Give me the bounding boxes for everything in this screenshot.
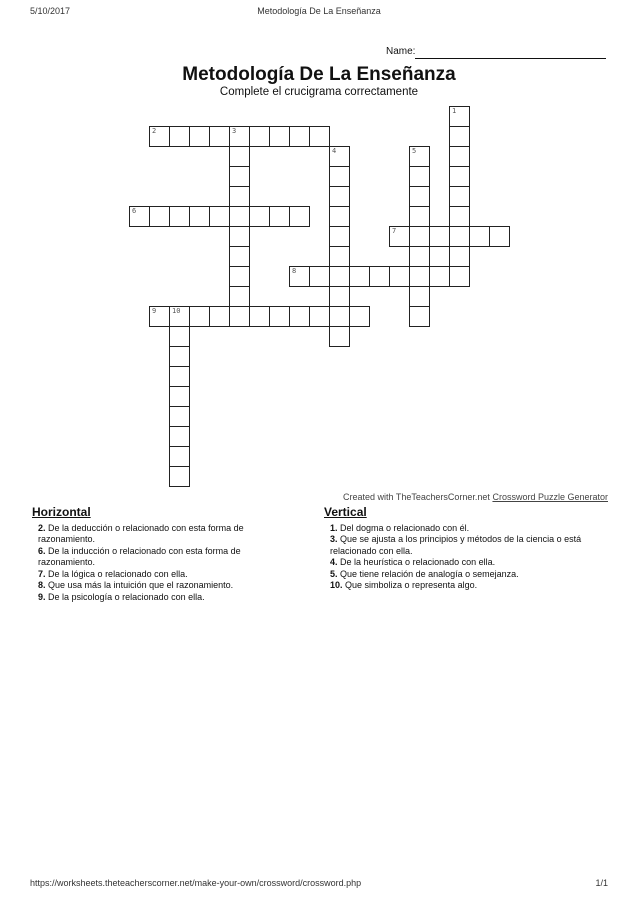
crossword-cell[interactable] xyxy=(329,226,350,247)
clue-text: Que se ajusta a los principios y métodos de la ciencia o está relacionado con ella. xyxy=(330,534,582,556)
crossword-cell[interactable] xyxy=(429,226,450,247)
crossword-cell[interactable] xyxy=(229,286,250,307)
clue-text: De la lógica o relacionado con ella. xyxy=(48,568,188,579)
crossword-cell[interactable] xyxy=(189,126,210,147)
crossword-cell[interactable] xyxy=(169,326,190,347)
name-label: Name: xyxy=(386,46,416,57)
crossword-cell[interactable] xyxy=(449,146,470,167)
crossword-cell[interactable] xyxy=(249,206,270,227)
clue-text: Que simboliza o representa algo. xyxy=(345,580,478,590)
crossword-cell[interactable] xyxy=(189,306,210,327)
page-subtitle: Complete el crucigrama correctamente xyxy=(219,86,419,98)
crossword-cell[interactable] xyxy=(449,266,470,287)
clue-text: De la inducción o relacionado con esta forma de razonamiento. xyxy=(38,545,241,567)
horizontal-clues xyxy=(32,507,292,603)
crossword-cell[interactable] xyxy=(329,306,350,327)
crossword-cell[interactable] xyxy=(389,266,410,287)
footer-page: 1/1 xyxy=(595,878,608,888)
clue-number-label: 2 xyxy=(152,127,157,135)
clue-v3 xyxy=(324,534,584,557)
crossword-cell[interactable] xyxy=(229,306,250,327)
clue-number-label: 8 xyxy=(292,267,297,275)
crossword-cell[interactable] xyxy=(409,306,430,327)
crossword-cell[interactable] xyxy=(409,146,430,167)
clue-number-label: 3 xyxy=(232,127,237,135)
clue-h2 xyxy=(32,523,292,546)
crossword-cell[interactable] xyxy=(149,306,170,327)
clue-number-label: 6 xyxy=(132,207,137,215)
clue-h9 xyxy=(32,592,292,604)
clue-number: 8. xyxy=(38,580,46,590)
crossword-cell[interactable] xyxy=(449,166,470,187)
crossword-cell[interactable] xyxy=(309,266,330,287)
crossword-cell[interactable] xyxy=(169,366,190,387)
crossword-cell[interactable] xyxy=(269,306,290,327)
clue-v10 xyxy=(324,580,584,592)
crossword-cell[interactable] xyxy=(349,266,370,287)
clue-text: De la deducción o relacionado con esta forma de razonamiento. xyxy=(38,522,244,544)
clue-text: De la psicología o relacionado con ella. xyxy=(48,591,205,602)
clue-h8 xyxy=(32,580,292,592)
crossword-cell[interactable] xyxy=(229,166,250,187)
crossword-cell[interactable] xyxy=(169,446,190,467)
clue-number-label: 1 xyxy=(452,107,457,115)
crossword-cell[interactable] xyxy=(409,166,430,187)
crossword-cell[interactable] xyxy=(309,306,330,327)
clue-number-label: 7 xyxy=(392,227,397,235)
name-field[interactable] xyxy=(415,58,606,59)
crossword-cell[interactable] xyxy=(229,186,250,207)
clue-number: 7. xyxy=(38,568,46,579)
crossword-cell[interactable] xyxy=(449,126,470,147)
crossword-cell[interactable] xyxy=(149,126,170,147)
clue-number: 3. xyxy=(330,534,338,544)
crossword-cell[interactable] xyxy=(369,266,390,287)
clue-h7 xyxy=(32,569,292,581)
clue-v4 xyxy=(324,557,584,569)
crossword-cell[interactable] xyxy=(229,126,250,147)
crossword-cell[interactable] xyxy=(209,206,230,227)
crossword-cell[interactable] xyxy=(169,346,190,367)
crossword-cell[interactable] xyxy=(329,326,350,347)
clue-number: 10. xyxy=(330,580,343,590)
clue-number: 1. xyxy=(330,522,338,533)
clue-number-label: 10 xyxy=(172,307,181,315)
clue-number-label: 5 xyxy=(412,147,417,155)
crossword-cell[interactable] xyxy=(269,126,290,147)
crossword-cell[interactable] xyxy=(409,246,430,267)
clue-number-label: 9 xyxy=(152,307,157,315)
generator-link[interactable]: Crossword Puzzle Generator xyxy=(492,492,608,502)
crossword-cell[interactable] xyxy=(409,186,430,207)
credit-line xyxy=(343,492,608,502)
crossword-cell[interactable] xyxy=(169,466,190,487)
crossword-cell[interactable] xyxy=(409,206,430,227)
crossword-cell[interactable] xyxy=(289,126,310,147)
crossword-cell[interactable] xyxy=(389,226,410,247)
crossword-cell[interactable] xyxy=(449,206,470,227)
vertical-heading: Vertical xyxy=(324,505,367,519)
crossword-cell[interactable] xyxy=(169,426,190,447)
clue-number: 9. xyxy=(38,591,46,602)
crossword-cell[interactable] xyxy=(489,226,510,247)
vertical-clues xyxy=(324,507,584,592)
crossword-cell[interactable] xyxy=(269,206,290,227)
crossword-cell[interactable] xyxy=(169,386,190,407)
crossword-cell[interactable] xyxy=(209,306,230,327)
clue-v1 xyxy=(324,523,584,535)
crossword-cell[interactable] xyxy=(149,206,170,227)
footer-url: https://worksheets.theteacherscorner.net/make-your-own/crossword/crossword.php xyxy=(30,878,362,888)
crossword-cell[interactable] xyxy=(169,406,190,427)
crossword-cell[interactable] xyxy=(129,206,150,227)
crossword-cell[interactable] xyxy=(229,226,250,247)
crossword-cell[interactable] xyxy=(409,226,430,247)
crossword-cell[interactable] xyxy=(329,186,350,207)
crossword-cell[interactable] xyxy=(289,266,310,287)
page-title: Metodología De La Enseñanza xyxy=(182,64,456,85)
print-header-title: Metodología De La Enseñanza xyxy=(257,6,381,16)
crossword-cell[interactable] xyxy=(409,266,430,287)
clue-text: Que usa más la intuición que el razonamiento. xyxy=(48,580,234,590)
crossword-cell[interactable] xyxy=(449,246,470,267)
crossword-cell[interactable] xyxy=(289,306,310,327)
crossword-cell[interactable] xyxy=(189,206,210,227)
clue-h6 xyxy=(32,546,292,569)
crossword-cell[interactable] xyxy=(249,126,270,147)
crossword-cell[interactable] xyxy=(449,106,470,127)
clue-v5 xyxy=(324,569,584,581)
credit-text: Created with TheTeachersCorner.net xyxy=(343,492,490,502)
crossword-cell[interactable] xyxy=(229,266,250,287)
crossword-cell[interactable] xyxy=(469,226,490,247)
clue-number: 4. xyxy=(330,557,338,567)
crossword-cell[interactable] xyxy=(329,166,350,187)
clue-number: 2. xyxy=(38,522,46,533)
crossword-cell[interactable] xyxy=(229,246,250,267)
crossword-cell[interactable] xyxy=(209,126,230,147)
crossword-cell[interactable] xyxy=(289,206,310,227)
clue-text: Del dogma o relacionado con él. xyxy=(340,522,470,533)
crossword-cell[interactable] xyxy=(329,246,350,267)
horizontal-heading: Horizontal xyxy=(32,505,91,519)
print-date: 5/10/2017 xyxy=(30,6,71,16)
clue-text: De la heurística o relacionado con ella. xyxy=(340,557,496,567)
crossword-cell[interactable] xyxy=(229,206,250,227)
crossword-cell[interactable] xyxy=(449,186,470,207)
crossword-cell[interactable] xyxy=(169,206,190,227)
crossword-cell[interactable] xyxy=(329,266,350,287)
crossword-cell[interactable] xyxy=(229,146,250,167)
crossword-cell[interactable] xyxy=(329,286,350,307)
crossword-cell[interactable] xyxy=(329,146,350,167)
crossword-cell[interactable] xyxy=(169,306,190,327)
crossword-cell[interactable] xyxy=(329,206,350,227)
clue-number-label: 4 xyxy=(332,147,337,155)
crossword-cell[interactable] xyxy=(449,226,470,247)
crossword-cell[interactable] xyxy=(309,126,330,147)
clue-text: Que tiene relación de analogía o semejanza. xyxy=(340,568,519,579)
crossword-cell[interactable] xyxy=(409,286,430,307)
clue-number: 5. xyxy=(330,568,338,579)
crossword-cell[interactable] xyxy=(429,266,450,287)
crossword-cell[interactable] xyxy=(349,306,370,327)
crossword-cell[interactable] xyxy=(169,126,190,147)
crossword-cell[interactable] xyxy=(249,306,270,327)
clue-number: 6. xyxy=(38,545,46,556)
